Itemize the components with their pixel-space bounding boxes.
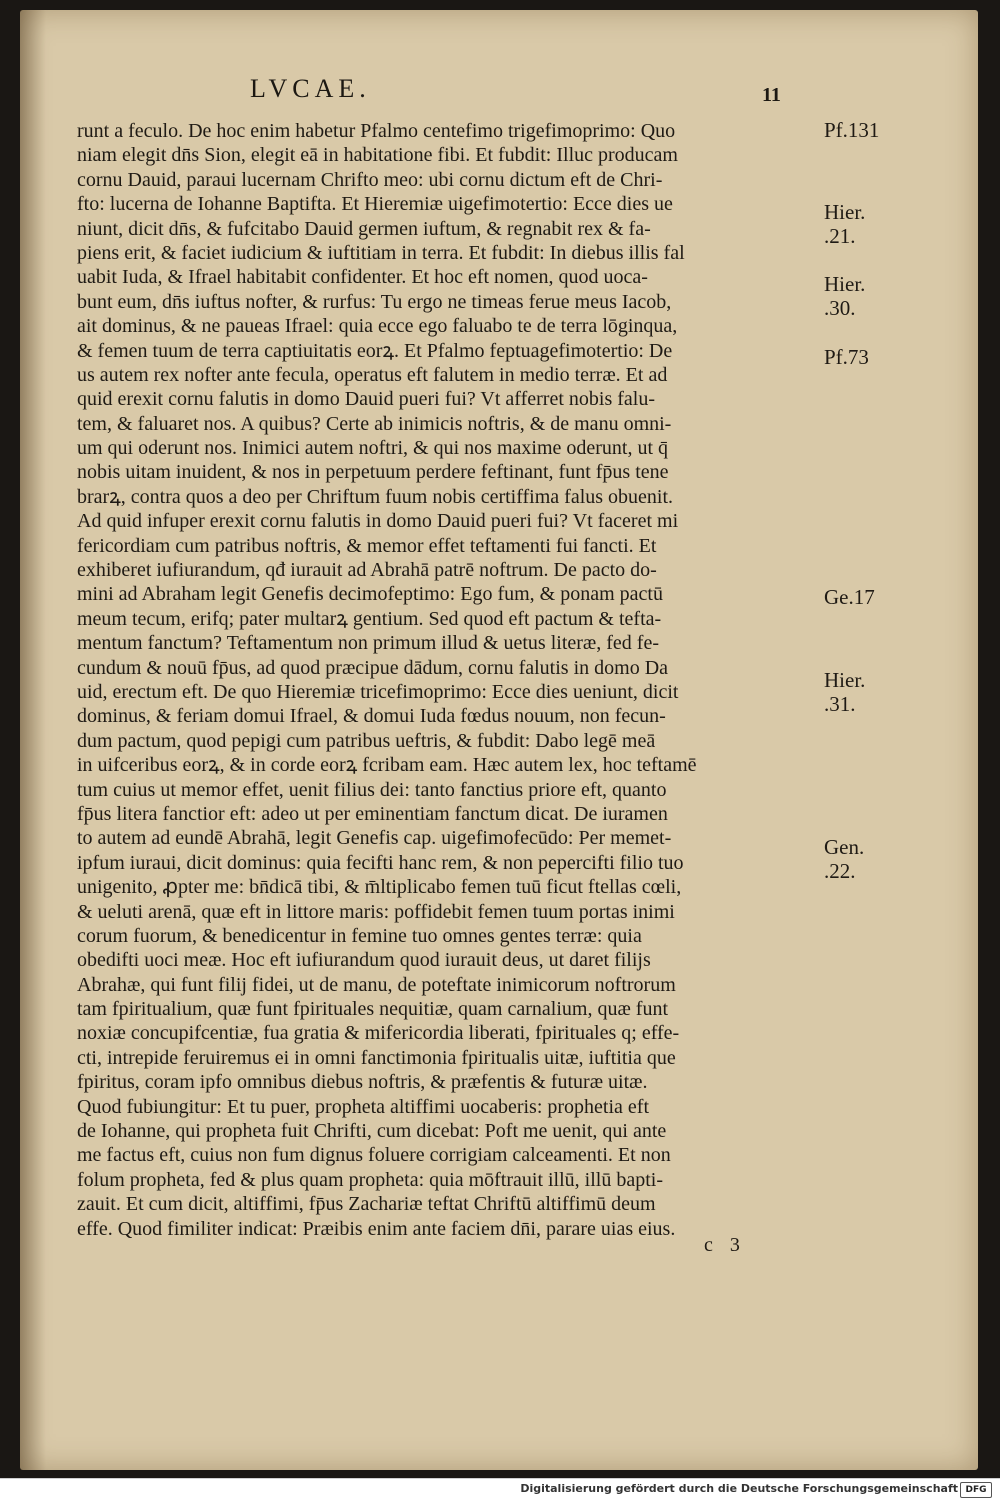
text-line: niunt, dicit dn̄s, & fufcitabo Dauid germen iuftum, & regnabit rex & fa- (77, 217, 651, 240)
text-line: dum pactum, quod pepigi cum patribus ueftris, & fubdit: Dabo legē meā (77, 729, 656, 752)
text-line: tam fpiritualium, quæ funt fpirituales nequitiæ, quam carnalium, quæ funt (77, 998, 669, 1021)
margin-note-hier30: Hier. .30. (824, 272, 866, 320)
text-line: unigenito, ꝓpter me: bn̄dicā tibi, & m̄ltiplicabo femen tuū ficut ftellas cœli, (77, 876, 682, 899)
margin-note-ps73: Pf.73 (824, 345, 869, 369)
text-line: folum propheta, fed & plus quam propheta: quia mōftrauit illū, illū bapti- (77, 1168, 663, 1191)
text-line: piens erit, & faciet iudicium & iuftitiam in terra. Et fubdit: In diebus illis fal (77, 241, 685, 264)
text-line: uabit Iuda, & Ifrael habitabit confidenter. Et hoc eft nomen, quod uoca- (77, 266, 648, 289)
text-line: meum tecum, erifq; pater multarꝝ gentium. Sed quod eft pactum & tefta- (77, 607, 662, 630)
text-line: & ueluti arenā, quæ eft in littore maris: poffidebit femen tuum portas inimi (77, 900, 675, 923)
funding-credit: Digitalisierung gefördert durch die Deutsche Forschungsgemeinschaft (520, 1482, 958, 1495)
text-line: effe. Quod fimiliter indicat: Præibis enim ante faciem dn̄i, parare uias eius. (77, 1217, 676, 1240)
margin-note-ps131: Pf.131 (824, 118, 880, 142)
text-line: nobis uitam inuident, & nos in perpetuum perdere feftinant, funt fp̄us tene (77, 461, 669, 484)
text-line: us autem rex nofter ante fecula, operatus eft falutem in medio terræ. Et ad (77, 363, 668, 386)
text-line: mini ad Abraham legit Genefis decimofeptimo: Ego fum, & ponam pactū (77, 583, 663, 606)
footer-bar (0, 1478, 1000, 1500)
text-line: uid, erectum eft. De quo Hieremiæ tricefimoprimo: Ecce dies ueniunt, dicit (77, 680, 679, 703)
folio-number: 11 (762, 84, 781, 106)
text-line: zauit. Et cum dicit, altiffimi, fp̄us Zachariæ teftat Chriftū altiffimū deum (77, 1193, 656, 1216)
text-line: dominus, & feriam domui Ifrael, & domui Iuda fœdus nouum, non fecun- (77, 705, 666, 728)
text-line: Quod fubiungitur: Et tu puer, propheta altiffimi uocaberis: prophetia eft (77, 1095, 650, 1118)
text-line: um qui oderunt nos. Inimici autem noftri, & qui nos maxime oderunt, ut q̄ (77, 437, 669, 460)
text-line: noxiæ concupifcentiæ, fua gratia & mifericordia liberati, fpirituales q; effe- (77, 1022, 680, 1045)
text-line: exhiberet iufiurandum, qđ iurauit ad Abrahā patrē noftrum. De pacto do- (77, 559, 657, 582)
text-line: fpiritus, coram ipfo omnibus diebus noftris, & præfentis & futuræ uitæ. (77, 1071, 648, 1094)
margin-note-ge17: Ge.17 (824, 585, 875, 609)
text-line: de Iohanne, qui propheta fuit Chrifti, cum dicebat: Poft me uenit, qui ante (77, 1120, 667, 1143)
text-line: cundum & nouū fp̄us, ad quod præcipue dādum, cornu falutis in domo Da (77, 656, 669, 679)
text-line: brarꝝ, contra quos a deo per Chriftum fuum nobis certiffima falus obuenit. (77, 485, 674, 508)
text-line: ipfum iuraui, dicit dominus: quia fecifti hanc rem, & non pepercifti filio tuo (77, 851, 684, 874)
text-line: mentum fanctum? Teftamentum non primum illud & uetus literæ, fed fe- (77, 632, 659, 655)
text-line: obedifti uoci meæ. Hoc eft iufiurandum quod iurauit deus, ut daret filijs (77, 949, 651, 972)
book-page (20, 10, 978, 1470)
text-line: tum cuius ut memor effet, uenit filius dei: tanto fanctius priore eft, quanto (77, 778, 667, 801)
text-line: quid erexit cornu falutis in domo Dauid pueri fui? Vt afferret nobis falu- (77, 388, 655, 411)
text-line: Ad quid infuper erexit cornu falutis in domo Dauid pueri fui? Vt faceret mi (77, 510, 679, 533)
text-line: tem, & faluaret nos. A quibus? Certe ab inimicis noftris, & de manu omni- (77, 412, 672, 435)
dfg-logo: DFG (960, 1482, 992, 1498)
text-line: ait dominus, & ne paueas Ifrael: quia ecce ego faluabo te de terra lōginqua, (77, 315, 678, 338)
text-line: cornu Dauid, paraui lucernam Chrifto meo: ubi cornu dictum eft de Chri- (77, 168, 663, 191)
text-line: bunt eum, dn̄s iuftus nofter, & rurfus: Tu ergo ne timeas ferue meus Iacob, (77, 290, 672, 313)
text-line: fto: lucerna de Iohanne Baptifta. Et Hieremiæ uigefimotertio: Ecce dies ue (77, 193, 673, 216)
catchword-signature: c 3 (704, 1234, 746, 1256)
text-line: fp̄us litera fanctior eft: adeo ut per eminentiam fanctum dicat. De iuramen (77, 802, 668, 825)
margin-note-gen22: Gen. .22. (824, 835, 865, 883)
text-line: niam elegit dn̄s Sion, elegit eā in habitatione fibi. Et fubdit: Illuc producam (77, 144, 678, 167)
text-line: & femen tuum de terra captiuitatis eorꝝ. Et Pfalmo feptuagefimotertio: De (77, 339, 673, 362)
text-line: in uifceribus eorꝝ, & in corde eorꝝ fcribam eam. Hæc autem lex, hoc teftamē (77, 754, 697, 777)
text-line: corum fuorum, & benedicentur in femine tuo omnes gentes terræ: quia (77, 924, 642, 947)
margin-note-hier21: Hier. .21. (824, 200, 866, 248)
running-head: LVCAE. (250, 74, 371, 103)
text-line: to autem ad eundē Abrahā, legit Genefis cap. uigefimofecūdo: Per memet- (77, 827, 672, 850)
text-line: me factus eft, cuius non fum dignus foluere corrigiam calceamenti. Et non (77, 1144, 671, 1167)
margin-note-hier31: Hier. .31. (824, 668, 866, 716)
text-line: cti, intrepide feruiremus ei in omni fanctimonia fpiritualis uitæ, iuftitia que (77, 1046, 676, 1069)
text-block (77, 119, 822, 1265)
text-line: fericordiam cum patribus noftris, & memor effet teftamenti fui fancti. Et (77, 534, 657, 557)
text-line: Abrahæ, qui funt filij fidei, ut de manu, de poteftate inimicorum noftrorum (77, 973, 676, 996)
text-line: runt a feculo. De hoc enim habetur Pfalmo centefimo trigefimoprimo: Quo (77, 120, 676, 142)
